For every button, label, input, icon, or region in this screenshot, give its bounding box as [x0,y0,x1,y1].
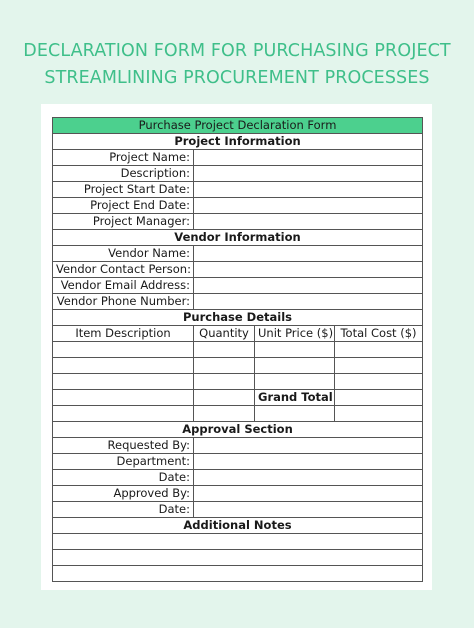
notes-row [53,550,423,566]
field-input-project-start-date[interactable] [194,182,423,198]
item-description-cell[interactable] [53,374,194,390]
total-cost-cell[interactable] [335,358,423,374]
field-input-vendor-contact-person[interactable] [194,262,423,278]
header-title-line-1: DECLARATION FORM FOR PURCHASING PROJECT [23,41,451,61]
total-cost-cell[interactable] [335,406,423,422]
section-row [53,518,423,534]
section-row [53,310,423,326]
unit-price-cell[interactable] [255,374,335,390]
field-row [53,470,423,486]
field-label-requested-by: Requested By: [53,438,194,454]
field-row [53,502,423,518]
total-cost-cell[interactable] [335,342,423,358]
section-approval: Approval Section [53,422,423,438]
item-description-cell[interactable] [53,342,194,358]
form-title: Purchase Project Declaration Form [53,118,423,134]
form-title-row [53,118,423,134]
field-input-vendor-name[interactable] [194,246,423,262]
field-input-request-date[interactable] [194,470,423,486]
quantity-cell[interactable] [194,358,255,374]
notes-line[interactable] [53,566,423,582]
field-label-project-manager: Project Manager: [53,214,194,230]
field-input-approval-date[interactable] [194,502,423,518]
field-row [53,438,423,454]
page-header [0,38,474,92]
field-label-project-start-date: Project Start Date: [53,182,194,198]
field-row [53,262,423,278]
purchase-item-row [53,358,423,374]
notes-line[interactable] [53,550,423,566]
field-input-requested-by[interactable] [194,438,423,454]
column-header-item-description: Item Description [53,326,194,342]
section-project-information: Project Information [53,134,423,150]
field-label-request-date: Date: [53,470,194,486]
field-row [53,486,423,502]
field-label-department: Department: [53,454,194,470]
grand-total-row [53,390,423,406]
field-label-description: Description: [53,166,194,182]
field-label-vendor-contact-person: Vendor Contact Person: [53,262,194,278]
field-label-vendor-name: Vendor Name: [53,246,194,262]
field-label-approval-date: Date: [53,502,194,518]
field-input-project-manager[interactable] [194,214,423,230]
unit-price-cell[interactable] [255,342,335,358]
field-row [53,214,423,230]
quantity-cell[interactable] [194,406,255,422]
quantity-cell[interactable] [194,342,255,358]
field-row [53,166,423,182]
item-description-cell[interactable] [53,358,194,374]
field-input-project-name[interactable] [194,150,423,166]
quantity-cell[interactable] [194,374,255,390]
grand-total-spacer [194,390,255,406]
field-row [53,182,423,198]
purchase-item-row [53,374,423,390]
purchase-item-row [53,342,423,358]
field-row [53,294,423,310]
field-label-vendor-email-address: Vendor Email Address: [53,278,194,294]
section-row [53,422,423,438]
item-description-cell[interactable] [53,406,194,422]
section-purchase-details: Purchase Details [53,310,423,326]
column-header-unit-price: Unit Price ($) [255,326,335,342]
notes-row [53,534,423,550]
field-label-project-name: Project Name: [53,150,194,166]
notes-line[interactable] [53,534,423,550]
purchase-item-row [53,406,423,422]
field-input-project-end-date[interactable] [194,198,423,214]
field-input-description[interactable] [194,166,423,182]
column-header-quantity: Quantity [194,326,255,342]
field-row [53,278,423,294]
field-label-approved-by: Approved By: [53,486,194,502]
section-vendor-information: Vendor Information [53,230,423,246]
section-row [53,134,423,150]
purchase-column-header-row [53,326,423,342]
field-row [53,454,423,470]
field-row [53,246,423,262]
field-row [53,198,423,214]
unit-price-cell[interactable] [255,406,335,422]
grand-total-value[interactable] [335,390,423,406]
grand-total-spacer [53,390,194,406]
grand-total-label: Grand Total [255,390,335,406]
field-input-department[interactable] [194,454,423,470]
notes-row [53,566,423,582]
declaration-form-table [52,117,423,582]
unit-price-cell[interactable] [255,358,335,374]
field-label-project-end-date: Project End Date: [53,198,194,214]
field-input-vendor-email-address[interactable] [194,278,423,294]
total-cost-cell[interactable] [335,374,423,390]
section-row [53,230,423,246]
section-additional-notes: Additional Notes [53,518,423,534]
field-input-vendor-phone-number[interactable] [194,294,423,310]
header-title-line-2: STREAMLINING PROCUREMENT PROCESSES [44,68,430,88]
column-header-total-cost: Total Cost ($) [335,326,423,342]
field-label-vendor-phone-number: Vendor Phone Number: [53,294,194,310]
field-input-approved-by[interactable] [194,486,423,502]
field-row [53,150,423,166]
